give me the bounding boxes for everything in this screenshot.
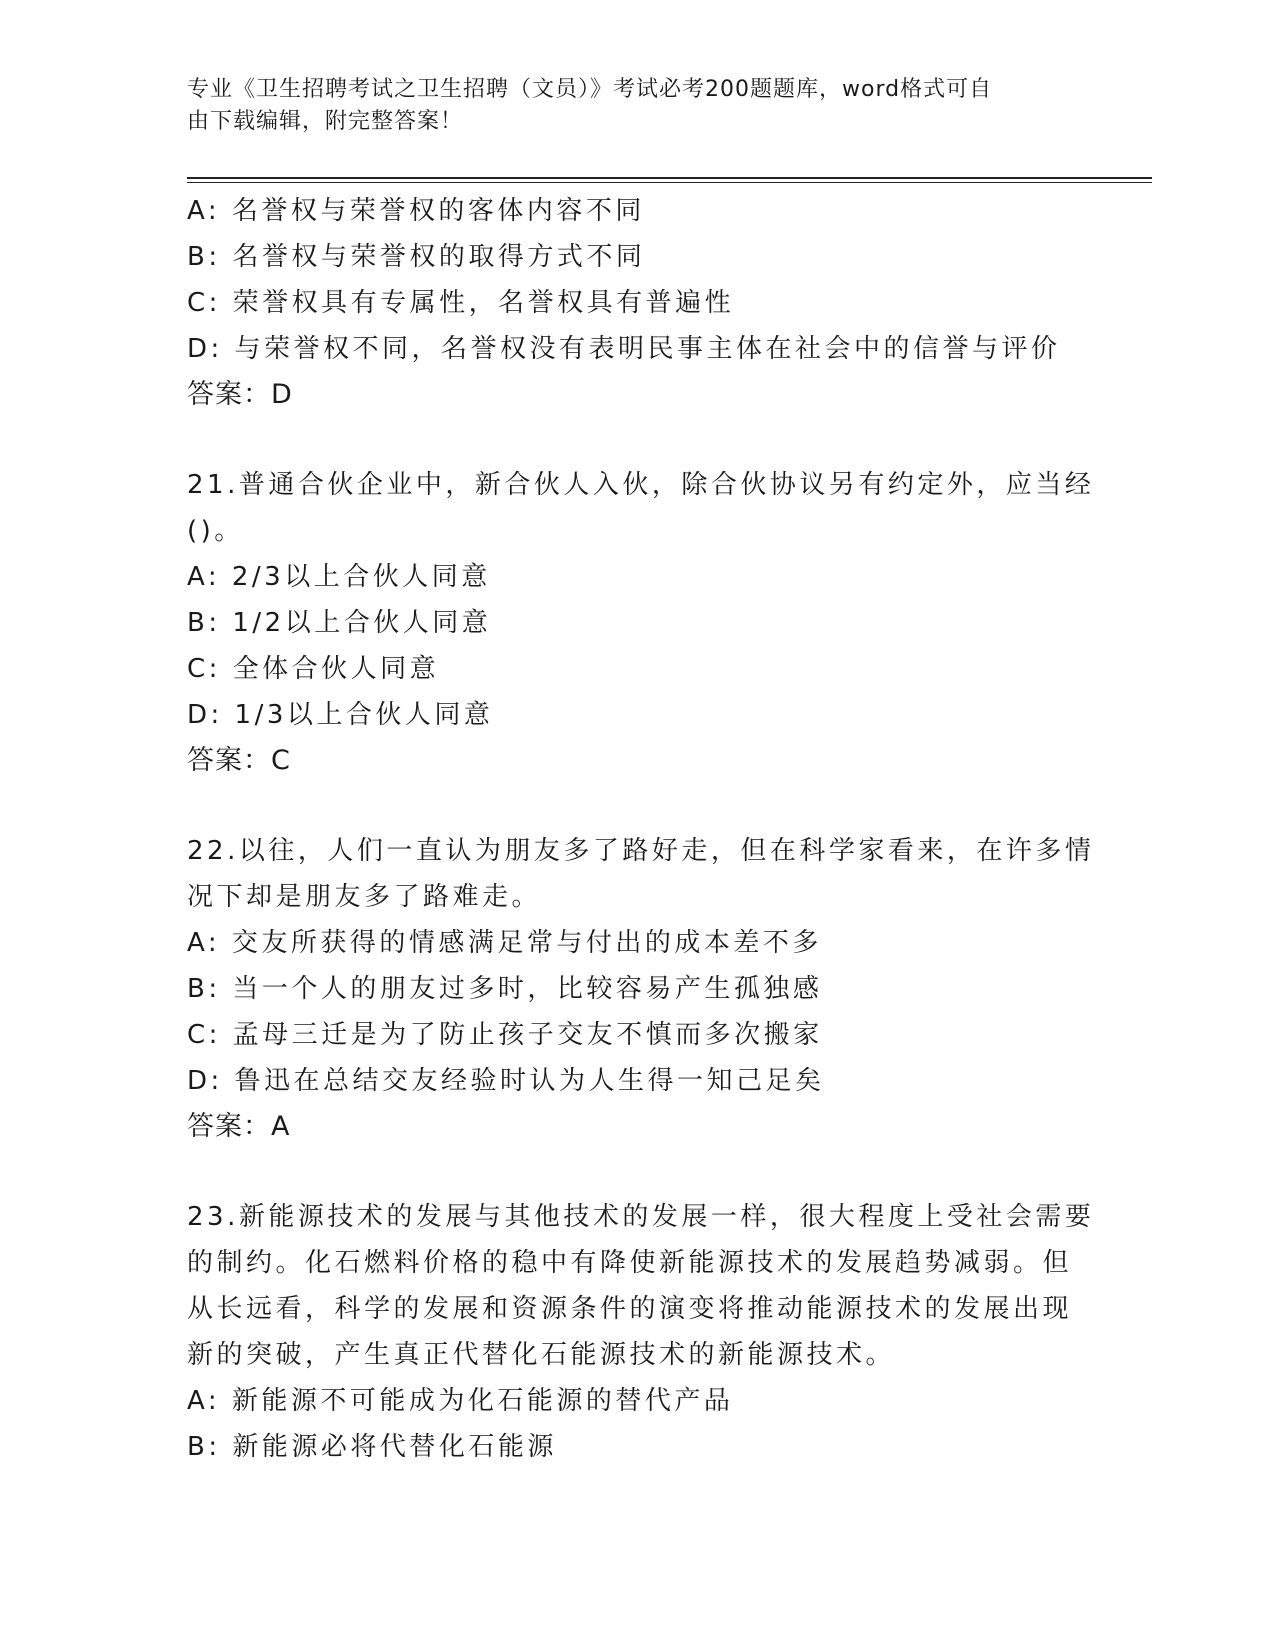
option-b: B: 1/2以上合伙人同意 — [187, 608, 492, 638]
option-d: D: 1/3以上合伙人同意 — [187, 700, 494, 730]
document-body — [187, 188, 1095, 1470]
header-divider — [187, 177, 1152, 183]
option-d: D: 鲁迅在总结交友经验时认为人生得一知己足矣 — [187, 1066, 825, 1096]
option-a: A: 2/3以上合伙人同意 — [187, 562, 491, 592]
option-b: B: 新能源必将代替化石能源 — [187, 1432, 557, 1462]
option-a: A: 新能源不可能成为化石能源的替代产品 — [187, 1386, 734, 1416]
header-line-1: 专业《卫生招聘考试之卫生招聘（文员）》考试必考200题题库，word格式可自 — [187, 77, 993, 102]
stem-line: ()。 — [187, 516, 244, 546]
answer: 答案：C — [187, 745, 291, 776]
stem-line: 22.以往，人们一直认为朋友多了路好走，但在科学家看来，在许多情 — [187, 836, 1095, 866]
question-stem — [187, 828, 1095, 920]
option-c: C: 荣誉权具有专属性，名誉权具有普遍性 — [187, 288, 735, 318]
option-a: A: 名誉权与荣誉权的客体内容不同 — [187, 196, 645, 226]
answer: 答案：A — [187, 1111, 291, 1142]
page-header — [187, 74, 1067, 138]
option-b: B: 当一个人的朋友过多时，比较容易产生孤独感 — [187, 974, 823, 1004]
stem-line: 从长远看，科学的发展和资源条件的演变将推动能源技术的发展出现 — [187, 1294, 1073, 1324]
option-b: B: 名誉权与荣誉权的取得方式不同 — [187, 242, 646, 272]
question-stem — [187, 1194, 1095, 1378]
question-22 — [187, 828, 1095, 1150]
question-stem — [187, 462, 1095, 554]
question-20 — [187, 188, 1087, 418]
option-c: C: 全体合伙人同意 — [187, 654, 440, 684]
stem-line: 况下却是朋友多了路难走。 — [187, 882, 542, 912]
answer: 答案：D — [187, 379, 293, 410]
stem-line: 21.普通合伙企业中，新合伙人入伙，除合伙协议另有约定外，应当经 — [187, 470, 1095, 500]
option-d: D: 与荣誉权不同，名誉权没有表明民事主体在社会中的信誉与评价 — [187, 334, 1061, 364]
stem-line: 新的突破，产生真正代替化石能源技术的新能源技术。 — [187, 1340, 896, 1370]
option-a: A: 交友所获得的情感满足常与付出的成本差不多 — [187, 928, 822, 958]
question-21 — [187, 462, 1095, 784]
question-23 — [187, 1194, 1095, 1470]
header-line-2: 由下载编辑，附完整答案！ — [187, 109, 464, 134]
option-c: C: 孟母三迁是为了防止孩子交友不慎而多次搬家 — [187, 1020, 823, 1050]
stem-line: 的制约。化石燃料价格的稳中有降使新能源技术的发展趋势减弱。但 — [187, 1248, 1073, 1278]
stem-line: 23.新能源技术的发展与其他技术的发展一样，很大程度上受社会需要 — [187, 1202, 1095, 1232]
